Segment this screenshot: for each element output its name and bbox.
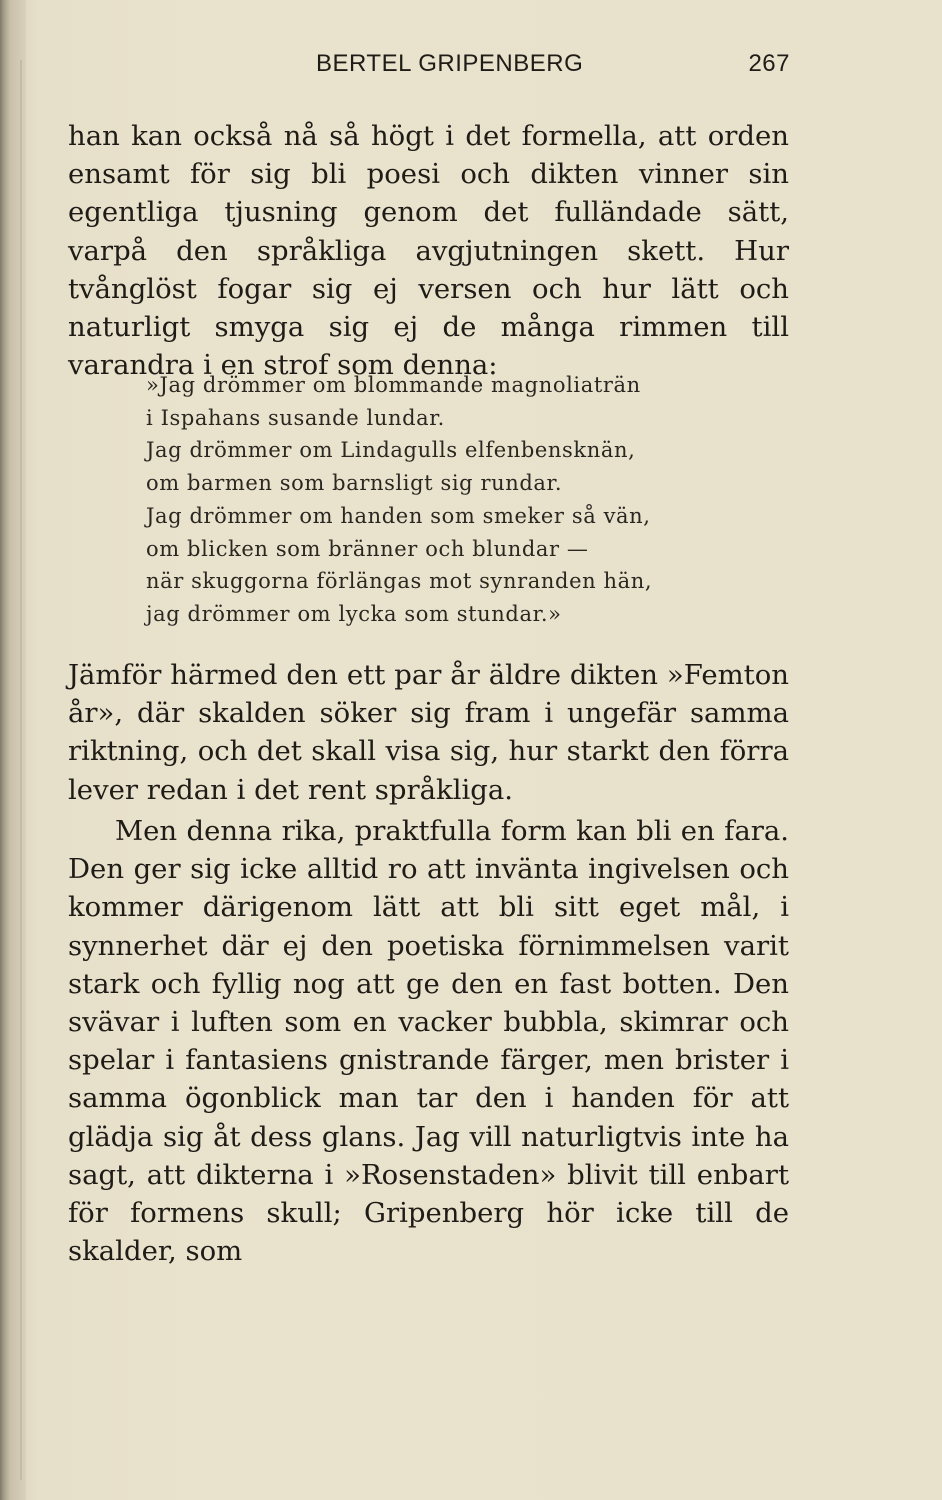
binding-edge-line (20, 60, 22, 1480)
page-number: 267 (748, 50, 790, 77)
poem-line: Jag drömmer om handen som smeker så vän, (146, 503, 651, 528)
poem-line: när skuggorna förlängas mot synranden hän, (146, 569, 653, 594)
poem-line: jag drömmer om lycka som stundar.» (146, 601, 562, 626)
poem-line: om barmen som barnsligt sig rundar. (146, 471, 563, 496)
body-paragraph-3: Men denna rika, praktfulla form kan bli en fara. Den ger sig icke alltid ro att invänta ingivelsen och kommer därigenom lätt att bli sitt eget mål, i synnerhet där ej den poetiska förnimmelsen varit stark och fyllig nog att ge den en fast botten. Den svävar i luften som en vacker bubbla, skimrar och spelar i fantasiens gnistrande färger, men brister i samma ögonblick man tar den i handen för att glädja sig åt dess glans. Jag vill naturligtvis inte ha sagt, att dikterna i »Rosenstaden» blivit till enbart för formens skull; Gripenberg hör icke till de skalder, som (68, 815, 789, 1268)
poem-line: om blicken som bränner och blundar — (146, 536, 589, 561)
page-binding-shadow (0, 0, 26, 1500)
page-header (70, 50, 790, 84)
running-title: BERTEL GRIPENBERG (316, 50, 584, 77)
poem-line: »Jag drömmer om blommande magnoliaträn (146, 373, 641, 397)
body-paragraph-1: han kan också nå så högt i det formella, att orden ensamt för sig bli poesi och dikten vinner sin egentliga tjusning genom det fulländade sätt, varpå den språkliga avgjutningen skett. Hur tvånglöst fogar sig ej versen och hur lätt och naturligt smyga sig ej de många rimmen till varandra i en strof som denna: (68, 120, 789, 382)
poem-quote (146, 369, 766, 631)
poem-line: Jag drömmer om Lindagulls elfenbensknän, (146, 438, 636, 463)
poem-line: i Ispahans susande lundar. (146, 405, 445, 430)
body-paragraph-2: Jämför härmed den ett par år äldre dikten »Femton år», där skalden söker sig fram i ungefär samma riktning, och det skall visa sig, hur starkt den förra lever redan i det rent språkliga. (68, 659, 789, 806)
